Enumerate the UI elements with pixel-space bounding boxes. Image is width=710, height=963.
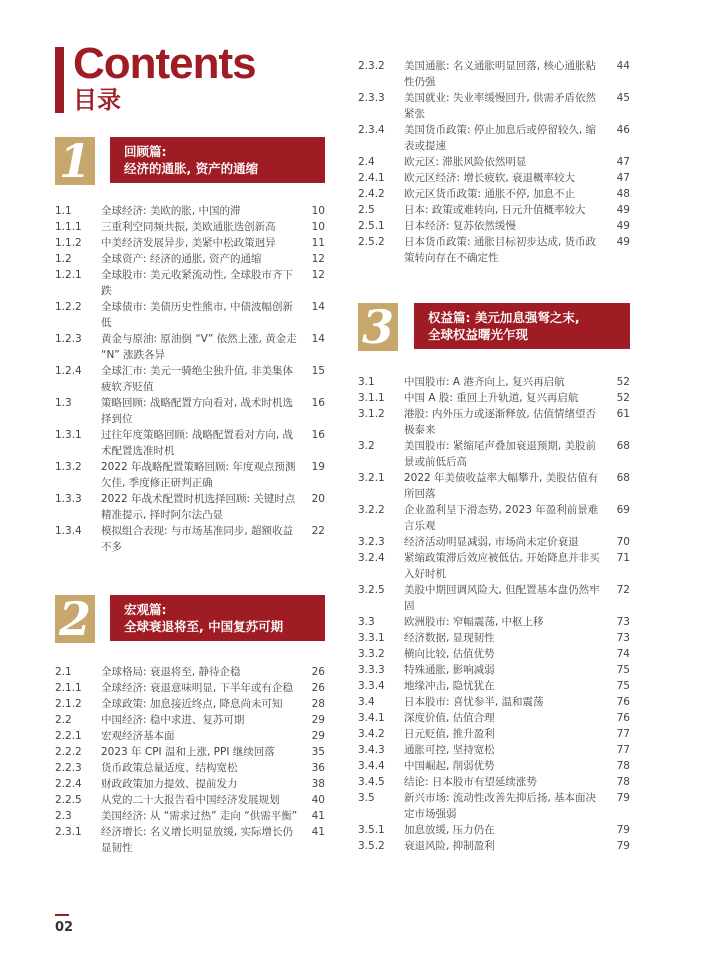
toc-entry[interactable]	[358, 838, 630, 854]
toc-entry[interactable]	[358, 710, 630, 726]
toc-entry-page: 14	[311, 301, 325, 313]
toc-entry[interactable]	[358, 406, 630, 438]
toc-entry-number: 2.1.1	[55, 682, 82, 694]
toc-entry-page: 10	[311, 221, 325, 233]
section-number-1: 1	[55, 137, 95, 185]
toc-entry[interactable]	[55, 235, 325, 251]
toc-entry[interactable]	[358, 678, 630, 694]
toc-entry-title: 全球股市: 美元收紧流动性, 全球股市齐下跌	[101, 269, 294, 297]
toc-entry-page: 26	[311, 682, 325, 694]
toc-entry[interactable]	[358, 662, 630, 678]
toc-entry[interactable]	[358, 234, 630, 266]
toc-entry-page: 72	[616, 584, 630, 596]
toc-entry-title: 策略回顾: 战略配置方向看对, 战术时机选择到位	[101, 397, 294, 425]
toc-entry-page: 20	[311, 493, 325, 505]
toc-entry-number: 2.3.3	[358, 92, 385, 104]
toc-entry-page: 41	[311, 810, 325, 822]
toc-entry-number: 3.5	[358, 792, 375, 804]
toc-entry-title: 全球资产: 经济的通胀, 资产的通缩	[101, 253, 262, 265]
toc-entry[interactable]	[358, 646, 630, 662]
page-title: Contents	[73, 39, 256, 88]
toc-entry-page: 77	[616, 728, 630, 740]
page-subtitle: 目录	[73, 86, 121, 114]
toc-entry-number: 2.2.1	[55, 730, 82, 742]
toc-entry-number: 3.2.3	[358, 536, 385, 548]
toc-entry-number: 3.3.3	[358, 664, 385, 676]
section-label-2b: 全球衰退将至, 中国复苏可期	[124, 619, 284, 634]
toc-entry-title: 全球经济: 美欧的胀, 中国的滞	[101, 205, 241, 217]
toc-entry-page: 70	[616, 536, 630, 548]
toc-entry[interactable]	[358, 742, 630, 758]
toc-entry-title: 中国崛起, 削弱优势	[404, 760, 495, 772]
toc-entry-number: 3.3.4	[358, 680, 385, 692]
toc-entry-number: 3.4.5	[358, 776, 385, 788]
toc-entry-number: 1.3.1	[55, 429, 82, 441]
toc-entry-title: 中美经济发展异步, 美紧中松政策迥异	[101, 237, 276, 249]
section-header-2[interactable]	[110, 595, 325, 641]
toc-entry[interactable]	[55, 664, 325, 680]
toc-entry[interactable]	[358, 122, 630, 154]
toc-entry-number: 3.2.2	[358, 504, 385, 516]
toc-entry-number: 1.3	[55, 397, 72, 409]
toc-entry[interactable]	[358, 694, 630, 710]
toc-entry-page: 29	[311, 714, 325, 726]
toc-entry-title: 日本股市: 喜忧参半, 温和震荡	[404, 696, 544, 708]
toc-entry-title: 衰退风险, 抑制盈利	[404, 840, 495, 852]
toc-entry-number: 2.1	[55, 666, 72, 678]
toc-entry-number: 1.2	[55, 253, 72, 265]
toc-entry-page: 76	[616, 696, 630, 708]
toc-entry[interactable]	[358, 790, 630, 822]
toc-entry-number: 2.1.2	[55, 698, 82, 710]
toc-entry-page: 10	[311, 205, 325, 217]
toc-entry[interactable]	[55, 203, 325, 219]
toc-entry-number: 3.1.2	[358, 408, 385, 420]
page-number: 02	[55, 920, 74, 935]
toc-entry-title: 财政政策加力提效、提前发力	[101, 778, 238, 790]
toc-entry[interactable]	[55, 395, 325, 427]
toc-entry-title: 美国股市: 紧缩尾声叠加衰退预期, 美股前景或前低后高	[404, 440, 597, 468]
toc-entry-title: 日元贬值, 推升盈利	[404, 728, 495, 740]
toc-entry-page: 78	[616, 776, 630, 788]
section-header-3[interactable]	[414, 303, 630, 349]
toc-entry-number: 1.2.2	[55, 301, 82, 313]
toc-entry[interactable]	[55, 824, 325, 856]
toc-entry-title: 2022 年战略配置策略回顾: 年度观点预测欠佳, 季度修正研判正确	[101, 461, 296, 489]
toc-entry-page: 79	[616, 840, 630, 852]
toc-entry-number: 2.2.4	[55, 778, 82, 790]
toc-entry[interactable]	[358, 170, 630, 186]
toc-entry-number: 1.3.4	[55, 525, 82, 537]
toc-entry-number: 2.4.2	[358, 188, 385, 200]
toc-entry[interactable]	[55, 696, 325, 712]
toc-entry-page: 14	[311, 333, 325, 345]
toc-entry[interactable]	[55, 251, 325, 267]
toc-entry-page: 77	[616, 744, 630, 756]
toc-entry-page: 79	[616, 792, 630, 804]
toc-entry-number: 3.1	[358, 376, 375, 388]
toc-entry-page: 74	[616, 648, 630, 660]
toc-entry-page: 44	[616, 60, 630, 72]
toc-entry-number: 3.4.4	[358, 760, 385, 772]
toc-entry-title: 货币政策总量适度、结构宽松	[101, 762, 238, 774]
title-accent-bar	[55, 47, 64, 113]
toc-entry-page: 79	[616, 824, 630, 836]
toc-entry-number: 3.4.2	[358, 728, 385, 740]
toc-entry-page: 76	[616, 712, 630, 724]
toc-entry-page: 12	[311, 269, 325, 281]
section-header-1[interactable]	[110, 137, 325, 183]
toc-entry-number: 2.4	[358, 156, 375, 168]
toc-entry[interactable]	[55, 427, 325, 459]
toc-entry-page: 73	[616, 632, 630, 644]
toc-entry[interactable]	[55, 728, 325, 744]
toc-entry-number: 1.3.2	[55, 461, 82, 473]
toc-entry-number: 2.5.1	[358, 220, 385, 232]
toc-entry-title: 企业盈利呈下滑态势, 2023 年盈利前景难言乐观	[404, 504, 599, 532]
toc-entry-number: 3.3.1	[358, 632, 385, 644]
toc-entry-title: 欧元区货币政策: 通胀不停, 加息不止	[404, 188, 576, 200]
toc-entry[interactable]	[358, 630, 630, 646]
toc-entry-title: 结论: 日本股市有望延续涨势	[404, 776, 537, 788]
toc-entry[interactable]	[55, 363, 325, 395]
toc-entry[interactable]	[358, 202, 630, 218]
toc-entry-title: 宏观经济基本面	[101, 730, 175, 742]
toc-entry-page: 61	[616, 408, 630, 420]
toc-entry-page: 12	[311, 253, 325, 265]
toc-entry[interactable]	[55, 267, 325, 299]
toc-list-section-2-cont	[358, 58, 630, 266]
toc-entry-page: 46	[616, 124, 630, 136]
footer-accent-line	[55, 914, 69, 916]
toc-entry[interactable]	[358, 582, 630, 614]
toc-entry-page: 29	[311, 730, 325, 742]
section-label-3a: 权益篇: 美元加息强弩之末,	[428, 310, 580, 325]
toc-entry[interactable]	[358, 502, 630, 534]
toc-entry-title: 全球格局: 衰退将至, 静待企稳	[101, 666, 241, 678]
toc-entry-page: 73	[616, 616, 630, 628]
toc-entry-page: 47	[616, 156, 630, 168]
toc-entry[interactable]	[358, 774, 630, 790]
toc-entry-number: 3.4	[358, 696, 375, 708]
toc-entry-number: 2.2.3	[55, 762, 82, 774]
toc-entry[interactable]	[55, 680, 325, 696]
toc-entry-page: 15	[311, 365, 325, 377]
toc-entry-page: 38	[311, 778, 325, 790]
toc-entry[interactable]	[55, 523, 325, 555]
toc-entry[interactable]	[358, 154, 630, 170]
toc-entry-number: 1.2.1	[55, 269, 82, 281]
toc-entry-number: 1.3.3	[55, 493, 82, 505]
toc-entry-number: 1.1.1	[55, 221, 82, 233]
toc-entry-page: 16	[311, 429, 325, 441]
toc-entry-number: 2.3.1	[55, 826, 82, 838]
toc-entry[interactable]	[55, 760, 325, 776]
section-label-2a: 宏观篇:	[124, 602, 167, 617]
toc-entry[interactable]	[55, 744, 325, 760]
toc-entry-title: 特殊通胀, 影响减弱	[404, 664, 495, 676]
toc-entry[interactable]	[358, 390, 630, 406]
toc-entry-page: 75	[616, 680, 630, 692]
toc-entry-page: 49	[616, 236, 630, 248]
toc-entry-page: 36	[311, 762, 325, 774]
toc-entry-title: 地缘冲击, 隐忧犹在	[404, 680, 495, 692]
section-label-1a: 回顾篇:	[124, 144, 167, 159]
toc-entry[interactable]	[358, 614, 630, 630]
toc-entry-title: 模拟组合表现: 与市场基准同步, 超额收益不多	[101, 525, 294, 553]
toc-entry-title: 经济数据, 显现韧性	[404, 632, 495, 644]
toc-entry-number: 3.3.2	[358, 648, 385, 660]
toc-entry-number: 2.2.5	[55, 794, 82, 806]
toc-entry[interactable]	[358, 374, 630, 390]
toc-entry[interactable]	[55, 491, 325, 523]
toc-entry-title: 中国经济: 稳中求进、复苏可期	[101, 714, 245, 726]
toc-entry-number: 3.5.2	[358, 840, 385, 852]
toc-entry-number: 2.2	[55, 714, 72, 726]
toc-entry-page: 68	[616, 440, 630, 452]
toc-entry-title: 美国货币政策: 停止加息后或停留较久, 缩表或提速	[404, 124, 597, 152]
toc-entry-number: 3.2.4	[358, 552, 385, 564]
toc-entry-number: 1.1	[55, 205, 72, 217]
toc-entry-number: 1.2.4	[55, 365, 82, 377]
toc-entry-title: 欧元区经济: 增长疲软, 衰退概率较大	[404, 172, 576, 184]
toc-entry-page: 40	[311, 794, 325, 806]
toc-entry[interactable]	[55, 219, 325, 235]
toc-entry-page: 26	[311, 666, 325, 678]
toc-entry-title: 从党的二十大报告看中国经济发展规划	[101, 794, 280, 806]
toc-entry[interactable]	[358, 550, 630, 582]
toc-entry-page: 19	[311, 461, 325, 473]
toc-entry-number: 3.1.1	[358, 392, 385, 404]
toc-entry-title: 全球经济: 衰退意味明显, 下半年或有企稳	[101, 682, 294, 694]
toc-entry-number: 2.3.2	[358, 60, 385, 72]
toc-entry-number: 3.3	[358, 616, 375, 628]
toc-entry[interactable]	[55, 808, 325, 824]
toc-entry[interactable]	[55, 299, 325, 331]
section-number-3: 3	[358, 303, 398, 351]
toc-entry-page: 16	[311, 397, 325, 409]
toc-entry-page: 75	[616, 664, 630, 676]
toc-entry[interactable]	[55, 331, 325, 363]
toc-entry-title: 2022 年战术配置时机选择回顾: 关键时点精准提示, 择时阿尔法凸显	[101, 493, 296, 521]
toc-entry-page: 71	[616, 552, 630, 564]
toc-entry-title: 全球汇市: 美元一骑绝尘独升值, 非美集体疲软齐贬值	[101, 365, 294, 393]
toc-entry[interactable]	[358, 726, 630, 742]
toc-entry-title: 美股中期回调风险大, 但配置基本盘仍然牢固	[404, 584, 600, 612]
toc-entry-title: 经济增长: 名义增长明显放缓, 实际增长仍显韧性	[101, 826, 294, 854]
toc-entry-page: 52	[616, 392, 630, 404]
toc-entry-page: 41	[311, 826, 325, 838]
toc-entry[interactable]	[55, 792, 325, 808]
toc-entry-title: 新兴市场: 流动性改善先抑后扬, 基本面决定市场强弱	[404, 792, 597, 820]
toc-entry-title: 美国就业: 失业率缓慢回升, 供需矛盾依然紧张	[404, 92, 597, 120]
toc-list-section-1	[55, 203, 325, 555]
toc-entry-page: 68	[616, 472, 630, 484]
toc-entry-title: 中国 A 股: 重回上升轨道, 复兴再启航	[404, 392, 579, 404]
toc-entry-title: 通胀可控, 坚持宽松	[404, 744, 495, 756]
toc-entry-title: 欧洲股市: 窄幅震荡, 中枢上移	[404, 616, 544, 628]
toc-entry-number: 1.1.2	[55, 237, 82, 249]
toc-entry-title: 日本经济: 复苏依然缓慢	[404, 220, 516, 232]
toc-entry-title: 黄金与原油: 原油倒 “V” 依然上涨, 黄金走 “N” 涨跌各异	[101, 333, 297, 361]
toc-entry-number: 3.4.3	[358, 744, 385, 756]
toc-entry-page: 45	[616, 92, 630, 104]
toc-entry-number: 2.5.2	[358, 236, 385, 248]
toc-entry-page: 35	[311, 746, 325, 758]
section-label-3b: 全球权益曙光乍现	[428, 327, 529, 342]
toc-entry-page: 28	[311, 698, 325, 710]
toc-entry-title: 全球债市: 美债历史性熊市, 中债波幅创新低	[101, 301, 294, 329]
toc-entry-title: 横向比较, 估值优势	[404, 648, 495, 660]
toc-entry[interactable]	[358, 758, 630, 774]
toc-entry-title: 中国股市: A 港齐向上, 复兴再启航	[404, 376, 565, 388]
toc-entry-page: 69	[616, 504, 630, 516]
toc-entry[interactable]	[358, 90, 630, 122]
toc-entry-page: 78	[616, 760, 630, 772]
toc-entry-page: 49	[616, 220, 630, 232]
toc-entry[interactable]	[55, 776, 325, 792]
toc-entry[interactable]	[358, 218, 630, 234]
toc-entry[interactable]	[358, 470, 630, 502]
toc-entry-number: 2.5	[358, 204, 375, 216]
toc-entry[interactable]	[358, 186, 630, 202]
toc-entry-number: 2.3	[55, 810, 72, 822]
toc-entry-title: 日本: 政策或难转向, 日元升值概率较大	[404, 204, 586, 216]
toc-entry-page: 52	[616, 376, 630, 388]
toc-list-section-3	[358, 374, 630, 854]
toc-entry-title: 2023 年 CPI 温和上涨, PPI 继续回落	[101, 746, 275, 758]
toc-entry-page: 48	[616, 188, 630, 200]
toc-entry[interactable]	[358, 438, 630, 470]
toc-list-section-2	[55, 664, 325, 856]
toc-entry-title: 深度价值, 估值合理	[404, 712, 495, 724]
toc-entry[interactable]	[358, 534, 630, 550]
toc-entry-title: 2022 年美债收益率大幅攀升, 美股估值有所回落	[404, 472, 599, 500]
toc-entry[interactable]	[55, 459, 325, 491]
toc-entry-number: 2.2.2	[55, 746, 82, 758]
toc-entry[interactable]	[358, 58, 630, 90]
section-number-2: 2	[55, 595, 95, 643]
toc-entry-number: 2.3.4	[358, 124, 385, 136]
toc-entry-number: 1.2.3	[55, 333, 82, 345]
toc-entry-page: 49	[616, 204, 630, 216]
toc-entry-title: 全球政策: 加息接近终点, 降息尚未可知	[101, 698, 283, 710]
toc-entry-title: 加息放缓, 压力仍在	[404, 824, 495, 836]
toc-entry-page: 11	[311, 237, 325, 249]
toc-entry-number: 3.2.5	[358, 584, 385, 596]
toc-entry[interactable]	[55, 712, 325, 728]
toc-entry-title: 美国通胀: 名义通胀明显回落, 核心通胀粘性仍强	[404, 60, 597, 88]
toc-entry-number: 2.4.1	[358, 172, 385, 184]
toc-entry-number: 3.5.1	[358, 824, 385, 836]
toc-entry-page: 47	[616, 172, 630, 184]
toc-entry-title: 欧元区: 滞胀风险依然明显	[404, 156, 527, 168]
toc-entry-title: 三重利空同频共振, 美欧通胀迭创新高	[101, 221, 276, 233]
toc-entry[interactable]	[358, 822, 630, 838]
toc-entry-title: 过往年度策略回顾: 战略配置看对方向, 战术配置选准时机	[101, 429, 294, 457]
toc-entry-number: 3.4.1	[358, 712, 385, 724]
toc-entry-number: 3.2	[358, 440, 375, 452]
toc-entry-title: 紧缩政策滞后效应被低估, 开始降息并非买入好时机	[404, 552, 600, 580]
toc-entry-title: 日本货币政策: 通胀目标初步达成, 货币政策转向存在不确定性	[404, 236, 597, 264]
toc-entry-number: 3.2.1	[358, 472, 385, 484]
toc-entry-page: 22	[311, 525, 325, 537]
section-label-1b: 经济的通胀, 资产的通缩	[124, 161, 259, 176]
toc-entry-title: 港股: 内外压力或逐渐释放, 估值情绪望否极泰来	[404, 408, 597, 436]
toc-entry-title: 美国经济: 从 “需求过热” 走向 “供需平衡”	[101, 810, 298, 822]
toc-entry-title: 经济活动明显减弱, 市场尚未定价衰退	[404, 536, 579, 548]
